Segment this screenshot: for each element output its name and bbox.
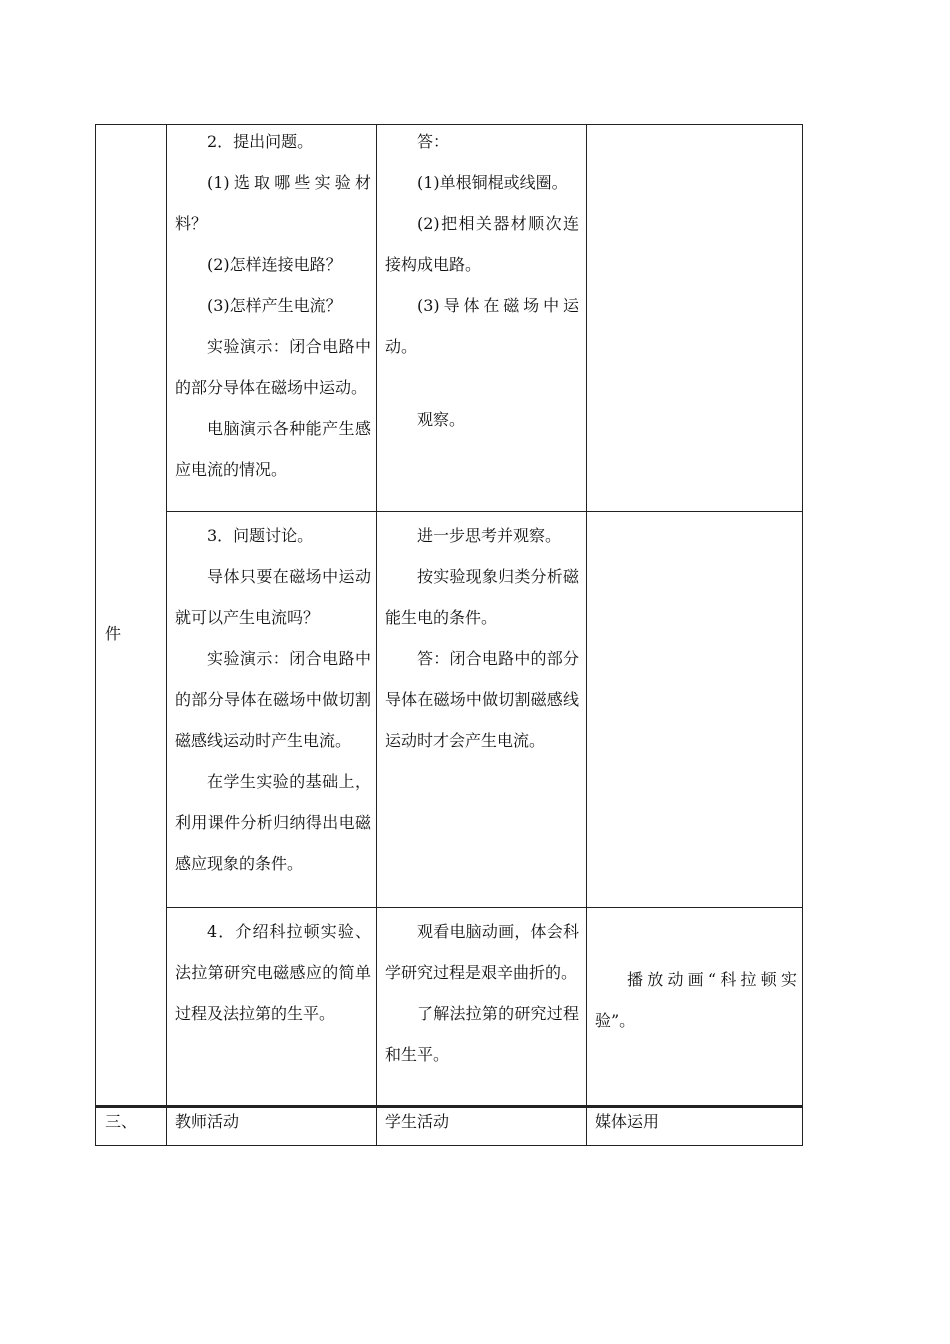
teacher-text: 在学生实验的基础上，利用课件分析归纳得出电磁感应现象的条件。 — [175, 772, 371, 873]
teacher-cell-3 — [175, 911, 371, 1034]
teacher-text: 实验演示：闭合电路中的部分导体在磁场中运动。 — [175, 337, 371, 397]
media-cell-3 — [595, 959, 797, 1041]
student-text: (3)导体在磁场中运动。 — [385, 296, 579, 356]
teacher-text: 4．介绍科拉顿实验、法拉第研究电磁感应的简单过程及法拉第的生平。 — [175, 922, 371, 1023]
teacher-cell-1 — [175, 121, 371, 490]
next-section-header — [95, 1106, 803, 1146]
student-cell-1 — [385, 121, 579, 440]
column-divider — [376, 125, 377, 1105]
teacher-activity-header: 教师活动 — [175, 1112, 240, 1131]
student-text: 了解法拉第的研究过程和生平。 — [385, 1004, 579, 1064]
teacher-text: 2．提出问题。 — [207, 132, 314, 151]
student-activity-header: 学生活动 — [385, 1112, 450, 1131]
column-divider — [166, 1108, 167, 1145]
teacher-text: 实验演示：闭合电路中的部分导体在磁场中做切割磁感线运动时产生电流。 — [175, 649, 371, 750]
student-text: 进一步思考并观察。 — [417, 526, 562, 545]
student-text — [385, 367, 579, 399]
teacher-cell-2 — [175, 515, 371, 884]
teacher-text: (3)怎样产生电流？ — [207, 296, 342, 315]
student-text: 观察。 — [417, 410, 466, 429]
media-text: 播放动画“科拉顿实验”。 — [595, 970, 797, 1030]
student-cell-3 — [385, 911, 579, 1075]
column-divider — [586, 1108, 587, 1145]
teacher-text: 3．问题讨论。 — [207, 526, 314, 545]
column-divider — [166, 125, 167, 1105]
column-divider — [376, 1108, 377, 1145]
teacher-text: (1)选取哪些实验材料？ — [175, 173, 371, 233]
student-text: 观看电脑动画，体会科学研究过程是艰辛曲折的。 — [385, 922, 579, 982]
teacher-text: 导体只要在磁场中运动就可以产生电流吗？ — [175, 567, 371, 627]
activity-table — [95, 124, 803, 1106]
student-cell-2 — [385, 515, 579, 761]
student-text: 答：闭合电路中的部分导体在磁场中做切割磁感线运动时才会产生电流。 — [385, 649, 579, 750]
teacher-text: 电脑演示各种能产生感应电流的情况。 — [175, 419, 371, 479]
row-divider — [166, 511, 802, 512]
side-label: 件 — [105, 624, 122, 643]
student-text: (2)把相关器材顺次连接构成电路。 — [385, 214, 579, 274]
student-text: 答： — [417, 132, 450, 151]
student-text: (1)单根铜棍或线圈。 — [417, 173, 568, 192]
media-usage-header: 媒体运用 — [595, 1112, 660, 1131]
student-text: 按实验现象归类分析磁能生电的条件。 — [385, 567, 579, 627]
column-divider — [586, 125, 587, 1105]
section-number: 三、 — [105, 1112, 138, 1131]
teacher-text: (2)怎样连接电路？ — [207, 255, 342, 274]
row-divider — [166, 907, 802, 908]
